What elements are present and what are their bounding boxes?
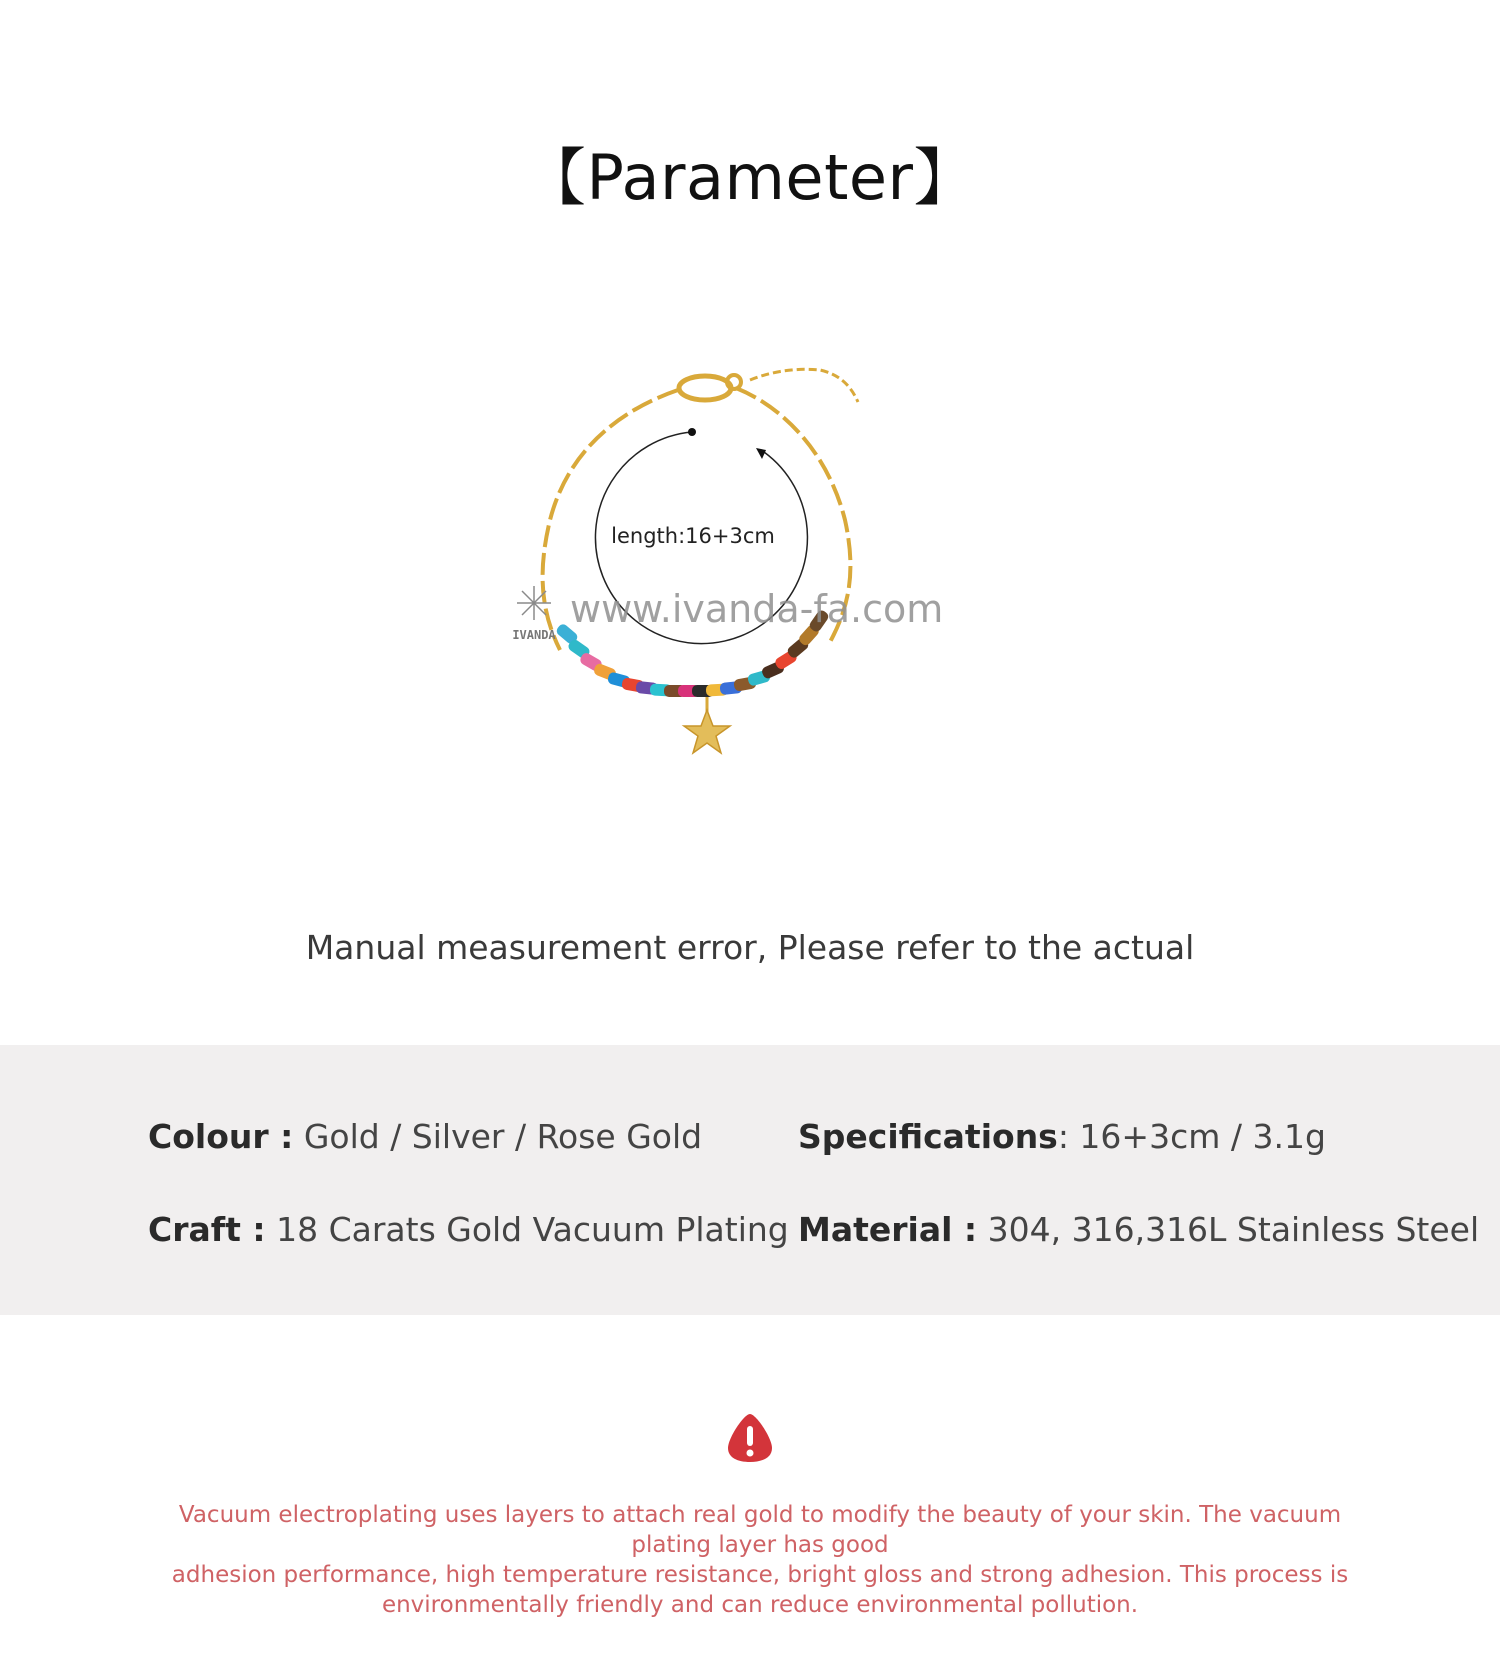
measurement-note: Manual measurement error, Please refer to the actual [305, 928, 1195, 967]
page-title: 【Parameter】 [523, 141, 977, 214]
warning-line-2: adhesion performance, high temperature resistance, bright gloss and strong adhesion. This process is [171, 1562, 1349, 1588]
spec-material [798, 1210, 1479, 1249]
alert-icon [726, 1412, 774, 1464]
spec-specifications [798, 1117, 1326, 1156]
bracelet-illustration [500, 360, 960, 810]
spec-colour [148, 1117, 702, 1156]
spec-colour-label: Colour : [148, 1117, 294, 1156]
plating-warning [140, 1500, 1380, 1620]
spec-colour-value: Gold / Silver / Rose Gold [303, 1117, 703, 1156]
ivanda-logo-icon [517, 586, 551, 620]
watermark-brand: IVANDA [512, 628, 556, 642]
spec-craft [148, 1210, 789, 1249]
spec-material-value: 304, 316,316L Stainless Steel [987, 1210, 1480, 1249]
spec-specifications-label: Specifications [798, 1117, 1058, 1156]
spec-craft-value: 18 Carats Gold Vacuum Plating [276, 1210, 789, 1249]
spec-panel [0, 1045, 1500, 1315]
product-image [500, 360, 960, 810]
watermark-url: www.ivanda-fa.com [570, 587, 944, 631]
spec-material-label: Material : [798, 1210, 978, 1249]
spec-craft-label: Craft : [148, 1210, 266, 1249]
warning-line-3: environmentally friendly and can reduce environmental pollution. [381, 1592, 1139, 1618]
length-label: length:16+3cm [611, 524, 775, 548]
spec-specifications-value: : 16+3cm / 3.1g [1057, 1117, 1326, 1156]
star-pendant-icon [684, 710, 730, 753]
warning-line-1: Vacuum electroplating uses layers to attach real gold to modify the beauty of your skin. The vacuum plating layer has good [178, 1502, 1342, 1558]
